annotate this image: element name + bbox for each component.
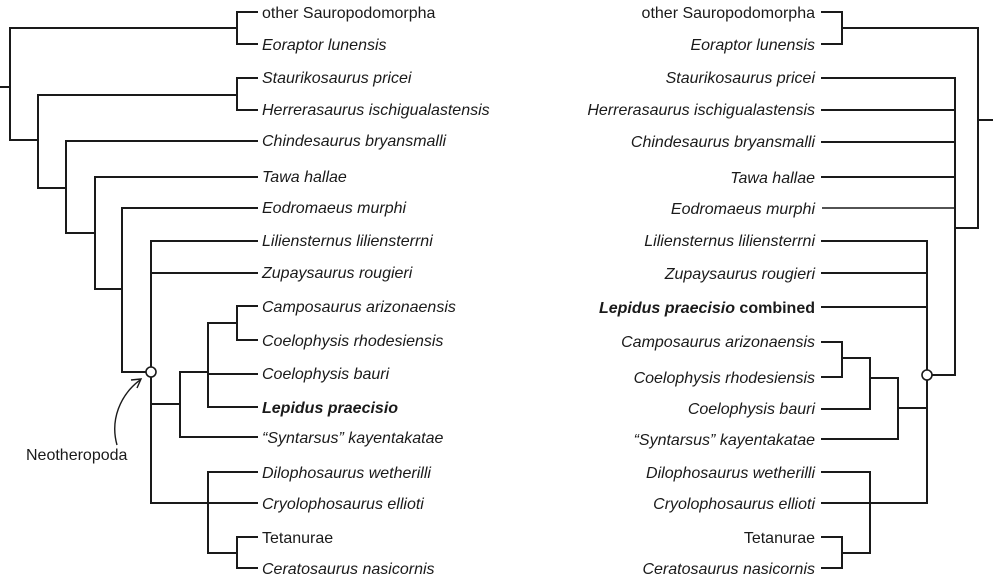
left-neotheropoda-node [146, 367, 156, 377]
left-taxon-label: Ceratosaurus nasicornis [262, 561, 435, 578]
left-taxon-label: Eodromaeus murphi [262, 200, 407, 217]
left-taxon-label: Coelophysis bauri [262, 366, 390, 383]
right-taxon-label: “Syntarsus” kayentakatae [633, 432, 815, 449]
right-taxon-label-lepidus: Lepidus praecisio combined [598, 300, 815, 317]
left-taxon-label: Herrerasaurus ischigualastensis [262, 102, 490, 119]
right-taxon-label: Cryolophosaurus ellioti [653, 496, 815, 513]
right-taxon-label: Coelophysis bauri [687, 401, 815, 418]
left-taxon-label: Tetanurae [262, 530, 334, 547]
left-branches [0, 12, 257, 568]
left-cladogram [0, 5, 490, 578]
left-taxon-label: Cryolophosaurus ellioti [262, 496, 424, 513]
left-labels [26, 5, 490, 578]
right-taxon-label: Chindesaurus bryansmalli [630, 134, 815, 151]
right-taxon-label: Eodromaeus murphi [670, 201, 815, 218]
left-taxon-label: Coelophysis rhodesiensis [262, 333, 444, 350]
left-taxon-label: Tawa hallae [262, 169, 347, 186]
right-taxon-label: Camposaurus arizonaensis [621, 334, 815, 351]
left-taxon-label: Dilophosaurus wetherilli [262, 465, 431, 482]
neotheropoda-arrow [115, 380, 140, 445]
left-taxon-label: Chindesaurus bryansmalli [262, 133, 447, 150]
right-taxon-label: Liliensternus liliensterrni [644, 233, 815, 250]
left-taxon-label-lepidus: Lepidus praecisio [262, 400, 399, 417]
neotheropoda-annotation: Neotheropoda [26, 447, 128, 464]
right-taxon-label: Dilophosaurus wetherilli [646, 465, 815, 482]
right-branches [822, 12, 993, 568]
right-taxon-label: Eoraptor lunensis [690, 37, 815, 54]
left-taxon-label: Camposaurus arizonaensis [262, 299, 456, 316]
left-taxon-label: Eoraptor lunensis [262, 37, 387, 54]
right-taxon-label: Ceratosaurus nasicornis [642, 561, 815, 578]
left-taxon-label: Liliensternus liliensterrni [262, 233, 433, 250]
right-taxon-label: other Sauropodomorpha [641, 5, 815, 22]
right-taxon-label: Zupaysaurus rougieri [664, 266, 815, 283]
left-taxon-label: Zupaysaurus rougieri [262, 265, 413, 282]
right-labels [587, 5, 815, 578]
right-taxon-label: Herrerasaurus ischigualastensis [587, 102, 815, 119]
right-neotheropoda-node [922, 370, 932, 380]
right-taxon-label: Tawa hallae [730, 170, 815, 187]
left-taxon-label: “Syntarsus” kayentakatae [262, 430, 444, 447]
left-taxon-label: Staurikosaurus pricei [262, 70, 412, 87]
right-taxon-label: Staurikosaurus pricei [665, 70, 815, 87]
right-taxon-label: Coelophysis rhodesiensis [633, 370, 815, 387]
right-taxon-label: Tetanurae [743, 530, 815, 547]
left-taxon-label: other Sauropodomorpha [262, 5, 436, 22]
right-cladogram [587, 5, 993, 578]
